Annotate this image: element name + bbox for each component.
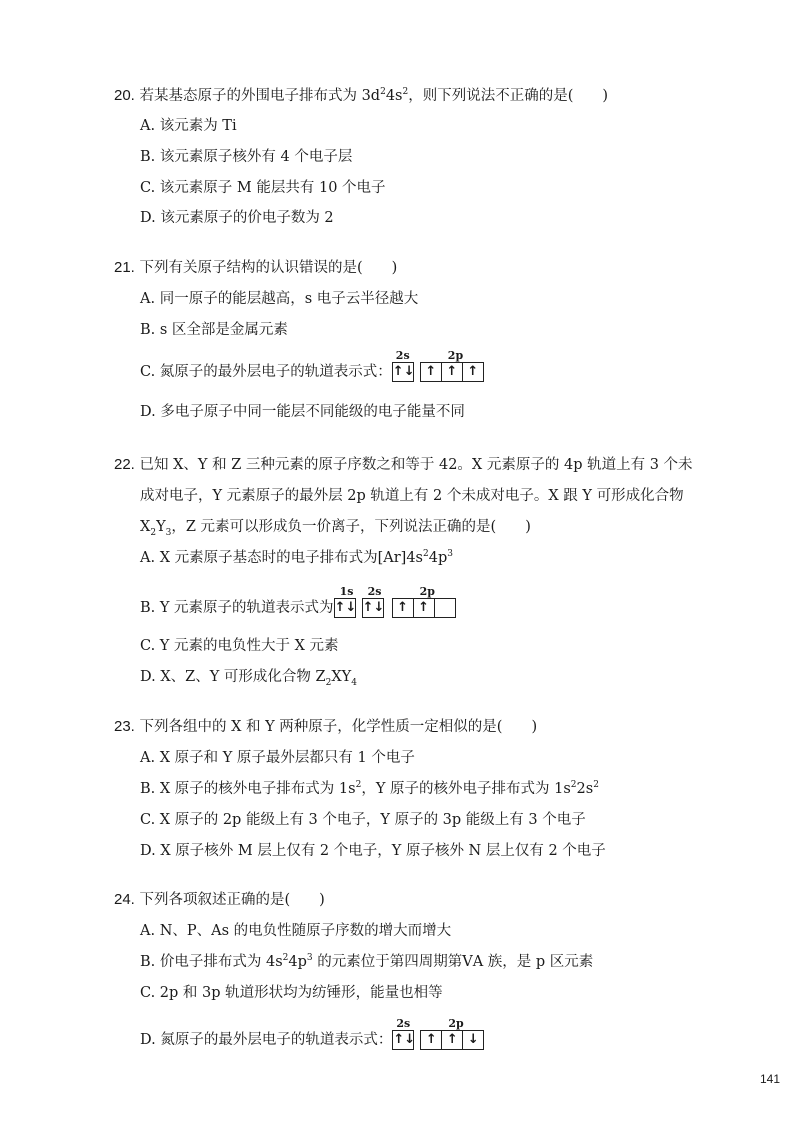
question-24-option-d: D. 氮原子的最外层电子的轨道表示式： 2s 2p ↑↓ ↑ ↑ ↓: [140, 1030, 492, 1050]
question-23-option-d: D. X 原子核外 M 层上仅有 2 个电子，Y 原子核外 N 层上仅有 2 个电子: [140, 843, 606, 859]
question-24-option-a: A. N、P、As 的电负性随原子序数的增大而增大: [140, 923, 452, 939]
orbital-box: ↓: [462, 1030, 484, 1050]
orbital-box: ↑↓: [362, 598, 384, 618]
question-23-option-c: C. X 原子的 2p 能级上有 3 个电子，Y 原子的 3p 能级上有 3 个电子: [140, 812, 586, 828]
question-20-stem: 20. 若某基态原子的外围电子排布式为 $3d^24s^2$，则下列说法不正确的是( ): [114, 87, 609, 104]
orbital-label-2s: 2s: [396, 1017, 411, 1030]
question-23-option-a: A. X 原子和 Y 原子最外层都只有 1 个电子: [140, 750, 415, 766]
question-21-stem: 21. 下列有关原子结构的认识错误的是( ): [114, 259, 398, 276]
orbital-box: ↑: [462, 362, 484, 382]
orbital-box: ↑: [420, 362, 442, 382]
question-20-option-a: A. 该元素为 Ti: [140, 118, 237, 134]
orbital-label-2p: 2p: [419, 585, 435, 598]
question-21-number: 21.: [114, 259, 135, 276]
question-21-option-b: B. s 区全部是金属元素: [140, 322, 288, 338]
orbital-label-2s: 2s: [367, 585, 382, 598]
orbital-diagram-22b: [334, 585, 479, 618]
question-22-option-c: C. Y 元素的电负性大于 X 元素: [140, 638, 339, 654]
orbital-box: ↑: [420, 1030, 442, 1050]
orbital-box: ↑↓: [392, 1030, 414, 1050]
question-23-number: 23.: [114, 718, 135, 735]
question-24-stem: 24. 下列各项叙述正确的是( ): [114, 891, 325, 908]
question-23-stem: 23. 下列各组中的 X 和 Y 两种原子，化学性质一定相似的是( ): [114, 718, 538, 735]
orbital-label-1s: 1s: [339, 585, 354, 598]
question-21-option-d: D. 多电子原子中同一能层不同能级的电子能量不同: [140, 404, 465, 420]
page-number: 141: [760, 1072, 781, 1086]
question-20-number: 20.: [114, 87, 135, 104]
orbital-label-2s: 2s: [395, 349, 410, 362]
question-20-option-c: C. 该元素原子 M 能层共有 10 个电子: [140, 180, 386, 196]
question-24-number: 24.: [114, 891, 135, 908]
orbital-diagram-24d: [392, 1017, 492, 1050]
question-24-option-b: B. 价电子排布式为 $4s^24p^3$ 的元素位于第四周期第ⅤA 族，是 p 区元素: [140, 953, 594, 970]
orbital-box: [434, 598, 456, 618]
orbital-label-2p: 2p: [447, 349, 464, 362]
question-22-option-a: A. X 元素原子基态时的电子排布式为$[Ar]4s^24p^3$: [140, 549, 453, 566]
orbital-diagram-21c: [392, 349, 492, 382]
question-22-stem-line3: $X_2Y_3$，Z 元素可以形成负一价离子，下列说法正确的是( ): [140, 519, 531, 538]
question-24-option-c: C. 2p 和 3p 轨道形状均为纺锤形，能量也相等: [140, 985, 443, 1001]
orbital-box: ↑↓: [334, 598, 356, 618]
question-22-number: 22.: [114, 456, 135, 473]
question-22-stem-line2: 成对电子，Y 元素原子的最外层 2p 轨道上有 2 个未成对电子。X 跟 Y 可形成化合物: [140, 488, 684, 504]
question-22-stem-line1: 22. 已知 X、Y 和 Z 三种元素的原子序数之和等于 42。X 元素原子的 4p 轨道上有 3 个未: [114, 456, 693, 473]
orbital-box: ↑↓: [392, 362, 414, 382]
question-21-option-a: A. 同一原子的能层越高，s 电子云半径越大: [140, 291, 419, 307]
question-23-option-b: B. X 原子的核外电子排布式为 $1s^2$，Y 原子的核外电子排布式为 $1s^22s^2$: [140, 780, 599, 797]
question-22-option-d: D. X、Z、Y 可形成化合物 $Z_2XY_4$: [140, 669, 357, 688]
orbital-box: ↑: [441, 362, 463, 382]
question-21-option-c: C. 氮原子的最外层电子的轨道表示式： 2s 2p ↑↓ ↑ ↑ ↑: [140, 362, 492, 382]
orbital-box: ↑: [392, 598, 414, 618]
orbital-label-2p: 2p: [448, 1017, 464, 1030]
question-20-option-b: B. 该元素原子核外有 4 个电子层: [140, 149, 353, 165]
question-22-option-b: B. Y 元素原子的轨道表示式为 1s 2s 2p ↑↓ ↑↓ ↑ ↑: [140, 598, 479, 618]
orbital-box: ↑: [441, 1030, 463, 1050]
orbital-box: ↑: [413, 598, 435, 618]
question-20-option-d: D. 该元素原子的价电子数为 2: [140, 210, 334, 226]
